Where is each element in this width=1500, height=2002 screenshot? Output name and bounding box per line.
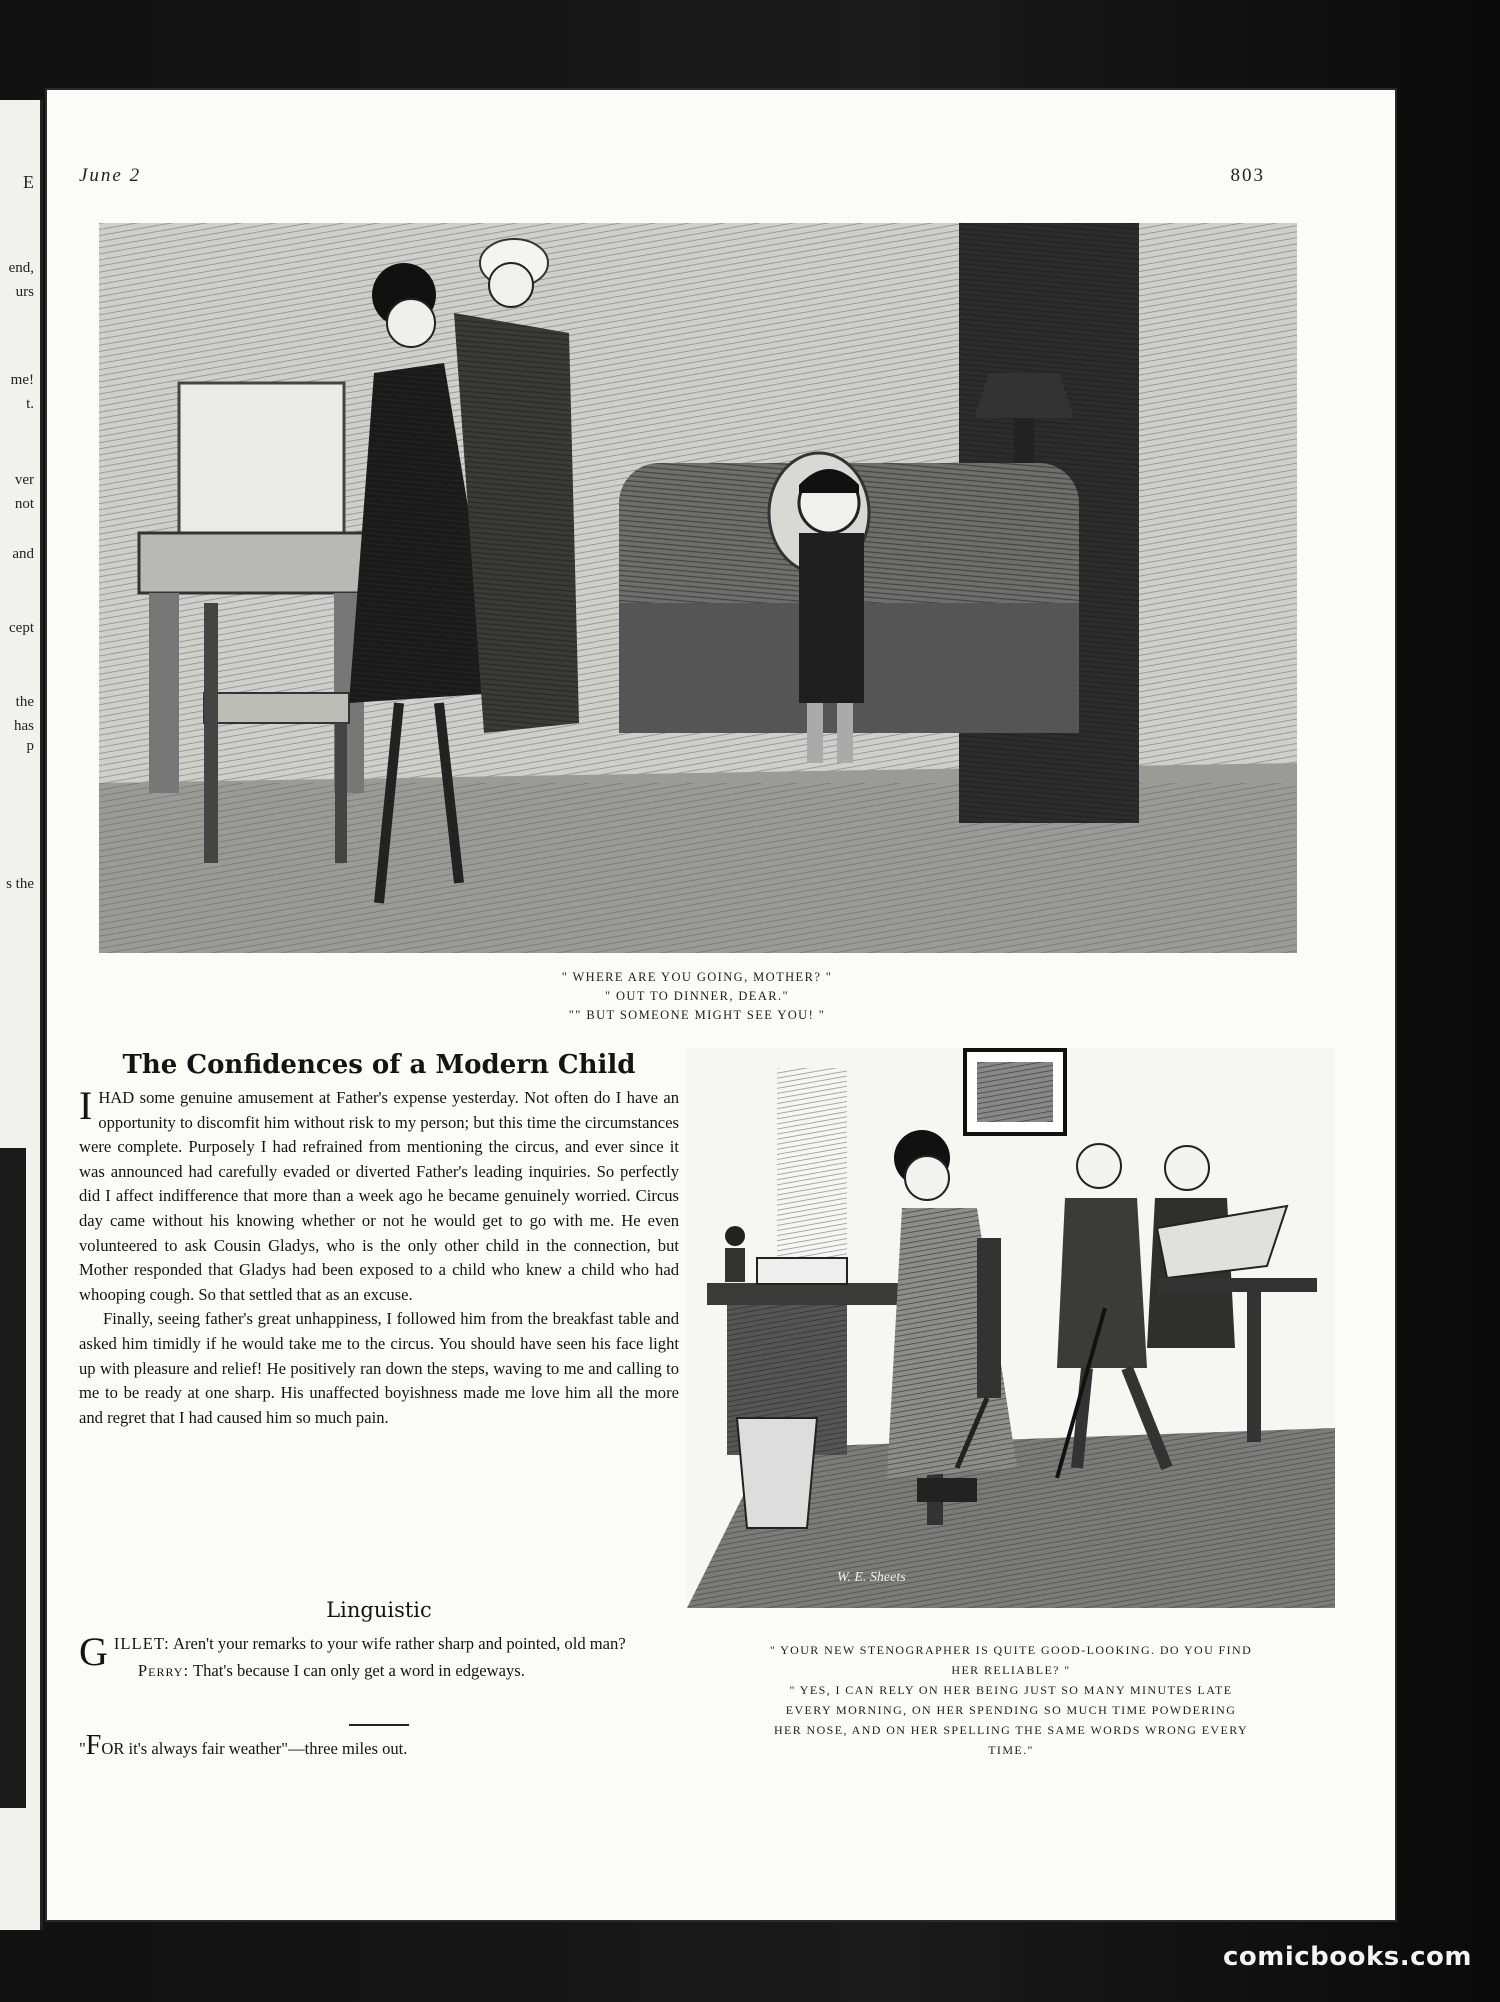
linguistic-title: Linguistic xyxy=(326,1598,432,1622)
facing-page-fragment: end, xyxy=(8,260,34,276)
drop-cap: G xyxy=(79,1629,108,1674)
facing-page-fragment: me! xyxy=(10,372,34,388)
open-quote: " xyxy=(79,1739,86,1758)
paragraph-text: HAD some genuine amusement at Father's expense yesterday. Not often do I have an opportunity to discomfit him without risk to my person; but this time the circumstances were complete. Purposely I had refrained from mentioning the circus, and ever since it was announced had carefully evaded or diverted Father's leading inquiries. So perfectly did I affect indifference that more than a week ago he became genuinely worried. Circus day came without his knowing whether or not he would get to go with me. He even volunteered to ask Cousin Gladys, who is the only other child in the connection, but Mother responded that Gladys had been exposed to a child who knew a child who had whooping cough. So that settled that as an excuse. xyxy=(79,1088,679,1304)
dialogue-line xyxy=(79,1659,679,1684)
article-title: The Confidences of a Modern Child xyxy=(122,1050,636,1080)
facing-page-fragment: t. xyxy=(26,396,34,412)
speaker-name: ILLET: xyxy=(113,1634,170,1653)
running-head-date: June 2 xyxy=(79,165,142,186)
artist-signature: W. E. Sheets xyxy=(837,1570,906,1585)
illustration-mother-and-child xyxy=(99,223,1297,953)
caption-line: " YES, I CAN RELY ON HER BEING JUST SO MANY MINUTES LATE xyxy=(789,1683,1233,1697)
site-watermark: comicbooks.com xyxy=(1222,1942,1472,1972)
caption-line: HER NOSE, AND ON HER SPELLING THE SAME WORDS WRONG EVERY xyxy=(773,1723,1249,1737)
caption-line: " YOUR NEW STENOGRAPHER IS QUITE GOOD-LOOKING. DO YOU FIND xyxy=(769,1643,1253,1657)
caption-line: "" BUT SOMEONE MIGHT SEE YOU! " xyxy=(568,1008,826,1022)
linguistic-dialogue xyxy=(79,1629,679,1683)
page-number: 803 xyxy=(1230,165,1265,186)
caption-line: HER RELIABLE? " xyxy=(951,1663,1071,1677)
illustration-drawing xyxy=(99,223,1297,953)
facing-page-fragment: E xyxy=(23,172,34,192)
section-divider xyxy=(349,1724,409,1726)
facing-page-fragment: s the xyxy=(6,876,34,892)
caption-line: TIME." xyxy=(988,1743,1034,1757)
illustration-drawing xyxy=(687,1048,1335,1608)
top-caption xyxy=(297,968,1097,1025)
article-paragraph xyxy=(79,1083,679,1307)
joke-text xyxy=(79,1730,679,1762)
facing-page-fragment: cept xyxy=(9,620,34,636)
facing-page-fragment: p xyxy=(26,738,34,754)
facing-page-fragment: the xyxy=(15,694,34,710)
facing-page-fragment: urs xyxy=(15,284,34,300)
magazine-page xyxy=(47,90,1395,1920)
caption-line: " WHERE ARE YOU GOING, MOTHER? " xyxy=(561,970,833,984)
caption-line: " OUT TO DINNER, DEAR." xyxy=(604,989,790,1003)
article-body xyxy=(79,1083,679,1430)
facing-page-edge xyxy=(0,100,43,1930)
drop-cap: F xyxy=(85,1730,102,1761)
facing-page-fragment: not xyxy=(14,496,34,512)
joke-body: OR it's always fair weather"—three miles out. xyxy=(101,1739,408,1758)
illustration-office-stenographer xyxy=(687,1048,1335,1608)
office-caption xyxy=(687,1640,1335,1760)
facing-page-image xyxy=(0,1148,26,1808)
facing-page-fragment: ver xyxy=(14,472,34,488)
facing-page-fragment: has xyxy=(14,718,34,734)
facing-page-fragment: and xyxy=(12,546,34,562)
speaker-name: Perry: xyxy=(137,1660,190,1680)
dialogue-text: Aren't your remarks to your wife rather sharp and pointed, old man? xyxy=(172,1634,626,1653)
article-paragraph: Finally, seeing father's great unhappiness, I followed him from the breakfast table and asked him timidly if he would take me to the circus. You should have seen his face light up with pleasure and relief! He positively ran down the steps, waving to me and calling to me to be ready at one sharp. His unaffected boyishness made me love him all the more and regret that I had caused him so much pain. xyxy=(79,1309,679,1427)
joke-line xyxy=(79,1730,679,1762)
dialogue-text: That's because I can only get a word in edgeways. xyxy=(192,1660,525,1680)
drop-cap: I xyxy=(79,1083,93,1128)
caption-line: EVERY MORNING, ON HER SPENDING SO MUCH TIME POWDERING xyxy=(785,1703,1237,1717)
